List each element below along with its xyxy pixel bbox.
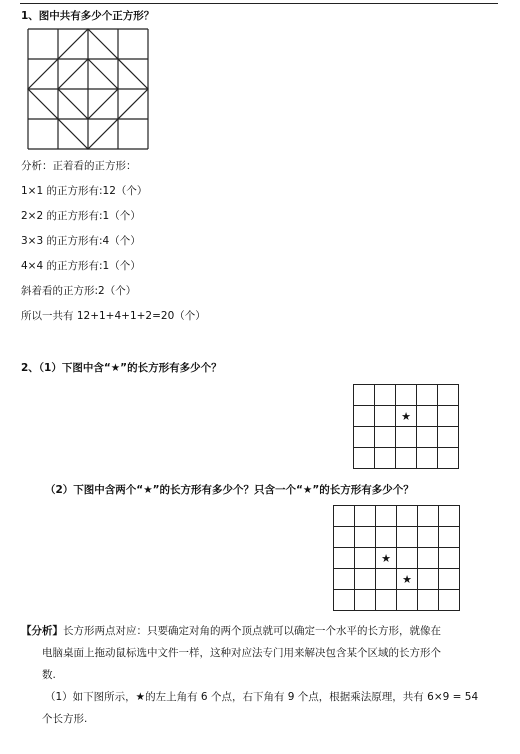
analysis-paragraph — [21, 620, 501, 642]
analysis-tag: 【分析】 — [21, 625, 63, 637]
star-grid-2 — [333, 505, 460, 611]
q2-sub2: （2）下图中含两个“★”的长方形有多少个？只含一个“★”的长方形有多少个？ — [45, 484, 414, 496]
q2-title: 2、（1）下图中含“★”的长方形有多少个？ — [21, 362, 222, 374]
top-rule — [20, 3, 498, 4]
q1-line: 4×4 的正方形有:1（个） — [21, 260, 141, 272]
analysis-line-2: 电脑桌面上拖动鼠标选中文件一样，这种对应法专门用来解决包含某个区域的长方形个 — [42, 647, 441, 659]
q1-line: 所以一共有 12+1+4+1+2=20（个） — [21, 310, 206, 322]
q1-title: 1、图中共有多少个正方形？ — [21, 10, 155, 22]
q1-line: 3×3 的正方形有:4（个） — [21, 235, 141, 247]
analysis-text: 长方形两点对应：只要确定对角的两个顶点就可以确定一个水平的长方形，就像在 — [63, 625, 441, 637]
q1-line: 1×1 的正方形有:12（个） — [21, 185, 148, 197]
star-icon: ★ — [376, 548, 397, 569]
star-icon: ★ — [396, 406, 417, 427]
analysis-line-3: 数. — [42, 669, 56, 681]
star-grid-1 — [353, 384, 459, 469]
star-icon: ★ — [397, 569, 418, 590]
q1-analysis-intro: 分析：正着看的正方形： — [21, 160, 137, 172]
square-figure — [27, 28, 151, 152]
analysis-point-1-cont: 个长方形. — [42, 713, 88, 725]
q1-line: 2×2 的正方形有:1（个） — [21, 210, 141, 222]
analysis-point-1: （1）如下图所示，★的左上角有 6 个点，右下角有 9 个点，根据乘法原理，共有 6×9 = 54 — [45, 691, 479, 703]
q1-line: 斜着看的正方形:2（个） — [21, 285, 137, 297]
